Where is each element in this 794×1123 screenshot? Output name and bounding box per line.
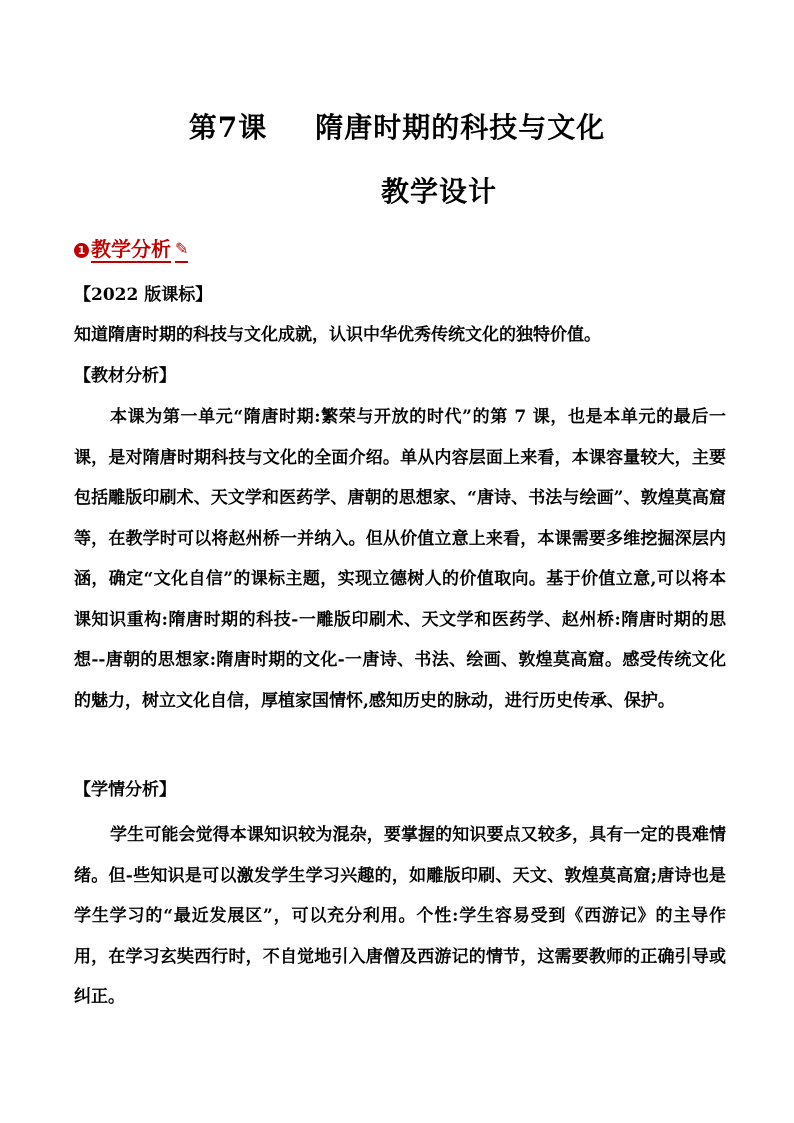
section-heading-label: 教学分析 xyxy=(91,237,171,261)
learner-analysis-label: 【学情分析】 xyxy=(74,780,176,800)
standard-text: 知道隋唐时期的科技与文化成就，认识中华优秀传统文化的独特价值。 xyxy=(74,325,601,345)
lesson-topic: 隋唐时期的科技与文化 xyxy=(315,111,606,144)
document-title xyxy=(0,110,794,146)
number-circle-icon: 1 xyxy=(74,243,89,258)
section-heading-teaching-analysis xyxy=(74,237,188,263)
textbook-analysis-paragraph: 本课为第一单元“隋唐时期:繁荣与开放的时代”的第 7 课，也是本单元的最后一课，是对隋唐时期科技与文化的全面介绍。单从内容层面上来看，本课容量较大，主要包括雕版印刷术、天文学和医药学、唐朝的思想家、“唐诗、书法与绘画”、敦煌莫高窟等，在教学时可以将赵州桥一并纳入。但从价值立意上来看，本课需要多维挖掘深层内涵，确定“文化自信”的课标主题，实现立德树人的价值取向。基于价值立意,可以将本课知识重构:隋唐时期的科技-一雕版印刷术、天文学和医药学、赵州桥:隋唐时期的思想--唐朝的思想家:隋唐时期的文化-一唐诗、书法、绘画、敦煌莫高窟。感受传统文化的魅力，树立文化自信，厚植家国情怀,感知历史的脉动，进行历史传承、保护。 xyxy=(74,407,726,711)
textbook-analysis-label: 【教材分析】 xyxy=(74,366,176,386)
standard-label: 【2022 版课标】 xyxy=(74,285,213,305)
document-subtitle xyxy=(0,174,794,210)
lesson-number: 第7课 xyxy=(188,111,268,144)
subtitle-text: 教学设计 xyxy=(380,175,497,208)
pen-icon: ✎ xyxy=(175,237,188,263)
learner-analysis-paragraph: 学生可能会觉得本课知识较为混杂，要掌握的知识要点又较多，具有一定的畏难情绪。但-些知识是可以激发学生学习兴趣的，如雕版印刷、天文、敦煌莫高窟;唐诗也是学生学习的“最近发展区”，可以充分利用。个性:学生容易受到《西游记》的主导作用，在学习玄奘西行时，不自觉地引入唐僧及西游记的情节，这需要教师的正确引导或纠正。 xyxy=(74,825,726,1007)
